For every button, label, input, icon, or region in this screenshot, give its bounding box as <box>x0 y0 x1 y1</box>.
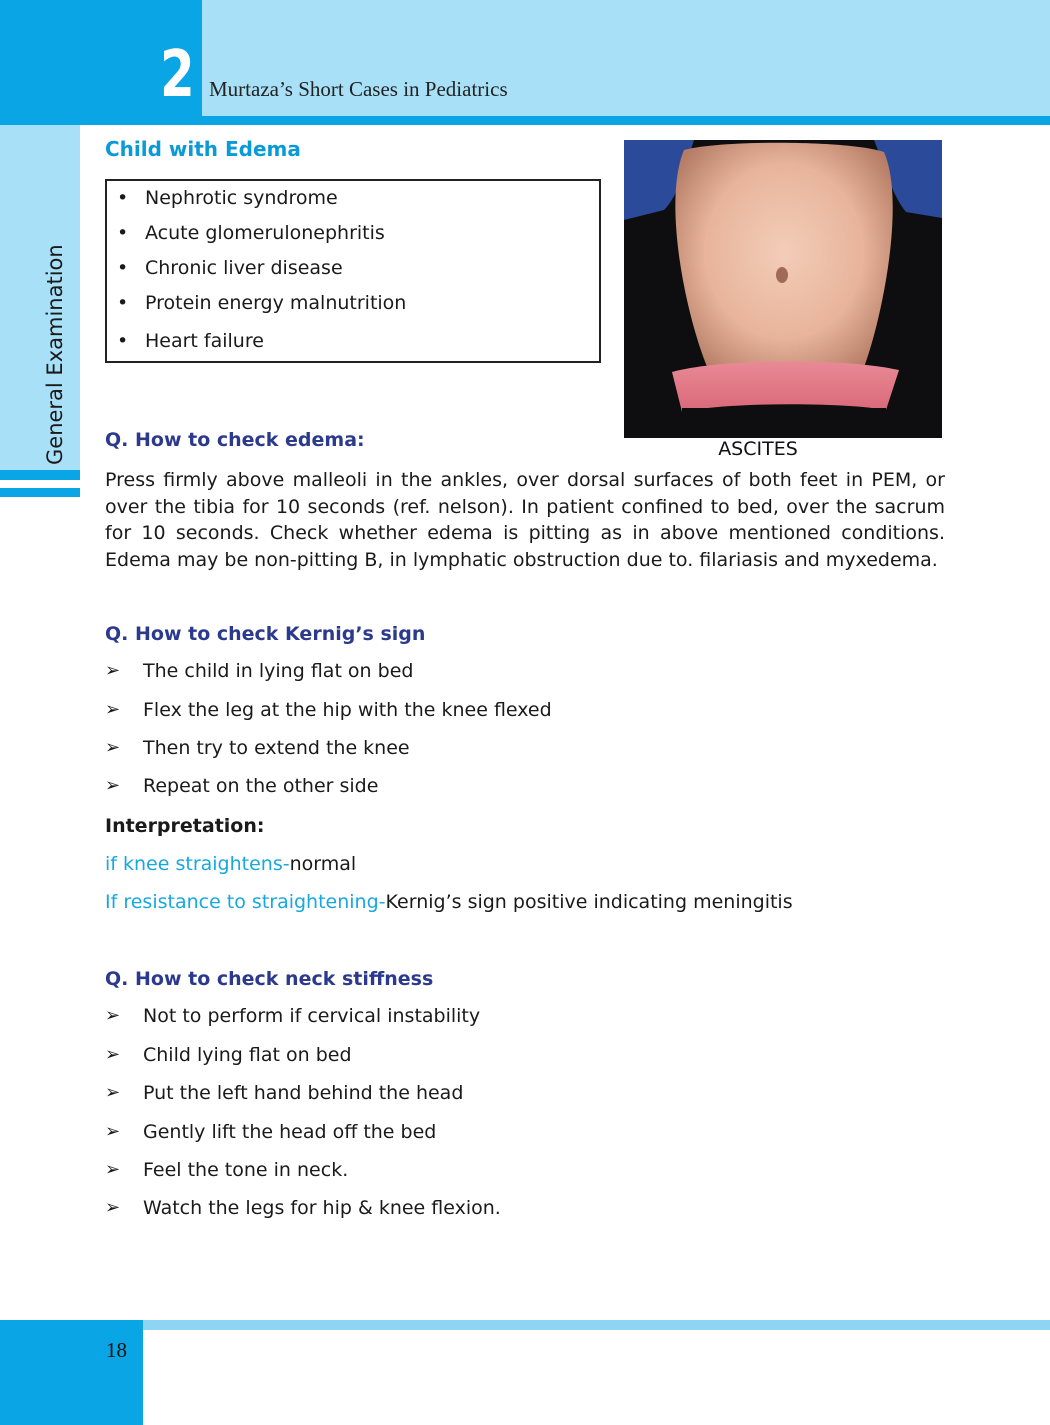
side-tab-rule <box>0 470 80 480</box>
page-number: 18 <box>106 1338 127 1362</box>
arrow-bullet-icon: ➢ <box>105 1121 121 1142</box>
arrow-bullet-icon: ➢ <box>105 1159 121 1180</box>
chapter-number: 2 <box>160 38 194 112</box>
question-edema: Q. How to check edema: <box>105 429 365 451</box>
photo-caption: ASCITES <box>718 438 798 460</box>
answer-edema: Press firmly above malleoli in the ankles, over dorsal surfaces of both feet in PEM, or over the tibia for 10 seconds (ref. nelson). In patient confined to bed, over the sacrum for 10 seconds. Check whether edema is pitting as in above mentioned conditions. Edema may be non-pitting B, in lymphatic obstruction due to. filariasis and myxedema. <box>105 469 945 571</box>
bullet-icon: • <box>117 187 129 209</box>
interpretation-label: Interpretation: <box>105 815 265 837</box>
footer-rule <box>0 1320 1050 1330</box>
interpretation-item: if knee straightens-normal <box>105 853 357 875</box>
interpretation-item: If resistance to straightening-Kernig’s sign positive indicating meningitis <box>105 891 793 913</box>
section-title-edema: Child with Edema <box>105 137 301 161</box>
bullet-icon: • <box>117 222 129 244</box>
bullet-icon: • <box>117 257 129 279</box>
bullet-icon: • <box>117 330 129 352</box>
arrow-bullet-icon: ➢ <box>105 775 121 796</box>
footer-block <box>0 1320 143 1425</box>
arrow-bullet-icon: ➢ <box>105 660 121 681</box>
arrow-bullet-icon: ➢ <box>105 699 121 720</box>
arrow-bullet-icon: ➢ <box>105 737 121 758</box>
arrow-bullet-icon: ➢ <box>105 1082 121 1103</box>
arrow-bullet-icon: ➢ <box>105 1005 121 1026</box>
side-tab-rule <box>0 488 80 497</box>
arrow-bullet-icon: ➢ <box>105 1197 121 1218</box>
bullet-icon: • <box>117 292 129 314</box>
header-rule <box>0 116 1050 125</box>
book-title: Murtaza’s Short Cases in Pediatrics <box>209 77 508 101</box>
edema-causes-box: • Nephrotic syndrome • Acute glomerulonephritis • Chronic liver disease • Protein energy malnutrition • Heart failure <box>105 179 601 363</box>
question-kernig: Q. How to check Kernig’s sign <box>105 623 426 645</box>
abdomen-illustration <box>624 140 942 438</box>
side-tab-label: General Examination <box>43 244 67 465</box>
arrow-bullet-icon: ➢ <box>105 1044 121 1065</box>
question-neck-stiffness: Q. How to check neck stiffness <box>105 968 434 990</box>
ascites-photo <box>624 140 942 438</box>
